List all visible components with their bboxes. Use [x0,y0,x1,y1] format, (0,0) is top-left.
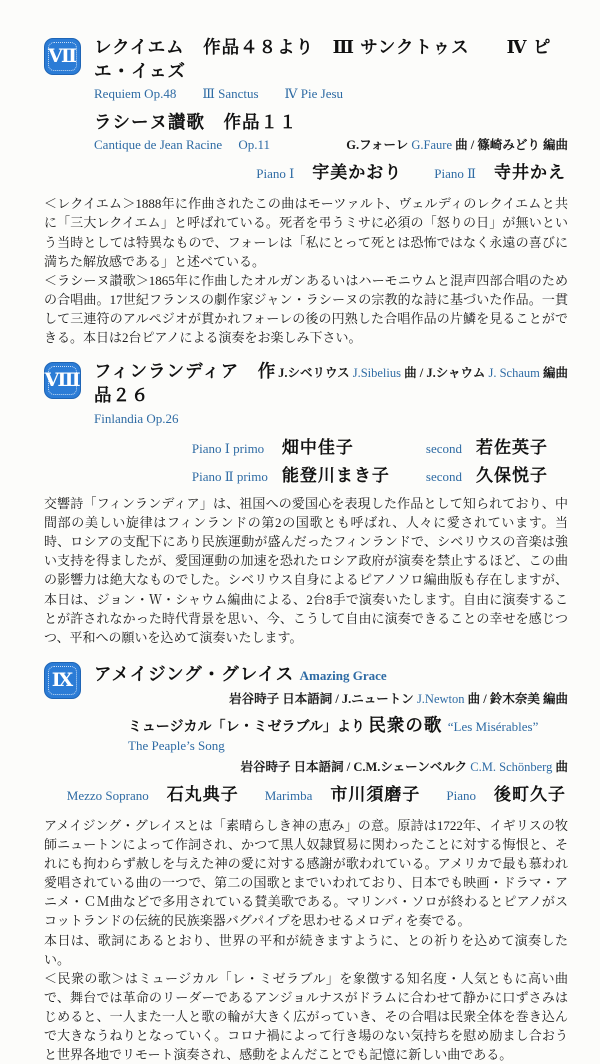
performer-name: 久保悦子 [476,466,548,485]
text-segment: “Les Misérables” The Peaple’s Song [128,718,552,753]
performer-role: second [425,469,462,484]
section-7-requiem [44,36,568,347]
program-note-paragraph: ＜ラシーヌ讃歌＞1865年に作曲したオルガンあるいはハーモニウムと混声四部合唱のための合唱曲。17世紀フランスの劇作家ジャン・ラシーヌの宗教的な詩に基づいた作品。一貫して三連符のアルペジオが貫かれフォーレの後の円熟した合唱作品の片鱗を見ることができる。本日は2台ピアノによる演奏をお楽しみ下さい。 [44,272,568,346]
performer-role: second [425,441,462,456]
title-credits-row [94,360,568,407]
text-segment: G.フォーレ [346,138,412,153]
text-segment: C.M. Schönberg [470,759,553,774]
text-segment: J.シベリウス [278,366,353,381]
piece-title-en: Requiem Op.48 Ⅲ Sanctus Ⅳ Pie Jesu [94,86,344,102]
subtitle-credits-row [94,134,568,155]
section-7-number-badge: Ⅶ [44,38,81,75]
text-segment: Amazing Grace [299,667,387,683]
performer-role: Piano Ⅰ primo [191,441,265,456]
performer-name: 若佐英子 [476,438,548,457]
program-note-paragraph: アメイジング・グレイスとは「素晴らしき神の恵み」の意。原詩は1722年、イギリスの牧師ニュートンによって作詞され、かつて黒人奴隷貿易に関わったことに対する悔恨と、それにも拘わらず赦しを与えた神の愛に対する感謝が歌われている。アメリカで最も慕われ愛唱されている曲の一つで、第二の国歌とまでいわれており、日本でも映画・ドラマ・アニメ・ＣＭ曲などで多用されている賛美歌である。マリンバ・ソロが終わるとピアノがスコットランドの伝統的民族楽器バグパイプを思わせるメロディを奏でる。 [44,817,568,929]
text-segment: 岩谷時子 日本語詞 / C.M.シェーンベルク [240,759,471,774]
program-notes [44,816,568,1064]
piece-title2-mixed [128,712,568,755]
performer-role: Piano Ⅱ primo [191,469,268,484]
program-note-paragraph: ＜レクイエム＞1888年に作曲されたこの曲はモーツァルト、ヴェルディのレクイエムと共に「三大レクイエム」と呼ばれている。死者を弔うミサに必須の「怒りの日」が無いという当時としては特異なもので、フォーレは「私にとって死とは恐怖ではなく永遠の喜びに満ちた解放感である」と述べている。 [44,196,568,269]
composer-credits [278,363,568,383]
text-segment: 石丸典子 [148,784,239,804]
text-segment: 曲 / J.シャウム [400,366,489,381]
performers-line [44,782,568,808]
section-9-titles [81,660,568,777]
performers-block [44,433,568,486]
piece-title-jp: フィンランディア 作品２６ [94,361,277,405]
section-8-header [44,360,568,428]
section-7-titles [81,36,568,155]
piece-title-jp: レクイエム 作品４８より Ⅲ サンクトゥス Ⅳ ピエ・イェズ [94,37,552,81]
text-segment: 後町久子 [476,784,566,804]
text-segment: J.Newton [416,691,465,706]
performers-grid [192,433,566,486]
performer-name: 畑中佳子 [281,438,354,457]
text-segment [402,165,434,182]
section-9-amazing-grace [44,660,568,1064]
text-segment: 民衆の歌 [368,714,448,735]
section-9-number-badge: Ⅸ [44,662,81,699]
text-segment: Piano [420,787,476,803]
text-segment: Mezzo Soprano [66,787,149,803]
section-8-titles [81,360,568,428]
text-segment: 曲 [552,759,568,774]
text-segment: 市川須磨子 [312,784,421,804]
section-7-header [44,36,568,155]
text-segment: G.Faure [411,138,453,153]
composer-credits [346,135,568,155]
text-segment: 編曲 [539,366,568,381]
text-segment: 寺井かえ [476,163,566,183]
text-segment: 宇美かおり [294,163,403,183]
text-segment: ミュージカル「レ・ミゼラブル」より [128,719,369,735]
program-notes [44,194,568,347]
section-8-finlandia [44,360,568,647]
program-note-paragraph: 本日は、歌詞にあるとおり、世界の平和が続きますように、との祈りを込めて演奏したい。 [44,932,568,967]
text-segment: Piano Ⅰ [256,166,295,182]
program-note-paragraph: 交響詩「フィンランディア」は、祖国への愛国心を表現した作品として知られており、中間部の美しい旋律はフィンランドの第2の国歌とも呼ばれ、人々に愛されています。当時、ロシアの支配下にあり民族運動が盛んだったフィンランドで、シベリウスの音楽は強い支持を得ましたが、愛国運動の加速を恐れたロシア政府が演奏を禁止するほど、この曲の影響力は絶大なものでした。シベリウス自身によるピアノソロ編曲版も存在しますが、本日は、ジョン・Ｗ・シャウム編曲による、2台8手で演奏いたします。自由に演奏することが許されなかった時代背景を思い、今、こうして自由に演奏できることの幸せを感じつつ、平和への願いを込めて演奏いたします。 [44,496,568,645]
text-segment: J. Schaum [488,366,540,381]
text-segment: 曲 / 篠崎みどり 編曲 [452,138,568,153]
text-segment: Marimba [238,787,313,803]
text-segment: Piano Ⅱ [434,166,476,182]
performer-name: 能登川まき子 [281,466,390,485]
composer-credits [94,689,568,709]
program-note-paragraph: ＜民衆の歌＞はミュージカル「レ・ミゼラブル」を象徴する知名度・人気ともに高い曲で、舞台では革命のリーダーであるアンジョルナスがドラムに合わせて静かに口ずさみはじめると、一人また一人と歌の輪が大きく広がっていき、その合唱は民衆全体を巻き込んで大きなうねりとなっていく。コロナ禍によって行き場のない気持ちを慰め励まし合おうと世界各地でリモート演奏され、感動をよんだことでも記憶に新しい曲である。 [44,970,568,1063]
piece-title2-en: Cantique de Jean Racine Op.11 [94,137,271,153]
section-9-header [44,660,568,777]
piece-title-mixed [94,660,568,687]
text-segment: 岩谷時子 日本語詞 / J.ニュートン [229,691,417,706]
text-segment: J.Sibelius [352,366,401,381]
text-segment: アメイジング・グレイス [94,663,300,684]
piece-title-en: Finlandia Op.26 [94,410,179,426]
section-8-number-badge: Ⅷ [44,362,81,399]
program-notes [44,494,568,647]
text-segment: 曲 / 鈴木奈美 編曲 [464,691,568,706]
piece-title2-jp: ラシーヌ讃歌 作品１１ [94,111,298,132]
composer-credits-2 [94,757,568,777]
performers-line [44,160,568,186]
